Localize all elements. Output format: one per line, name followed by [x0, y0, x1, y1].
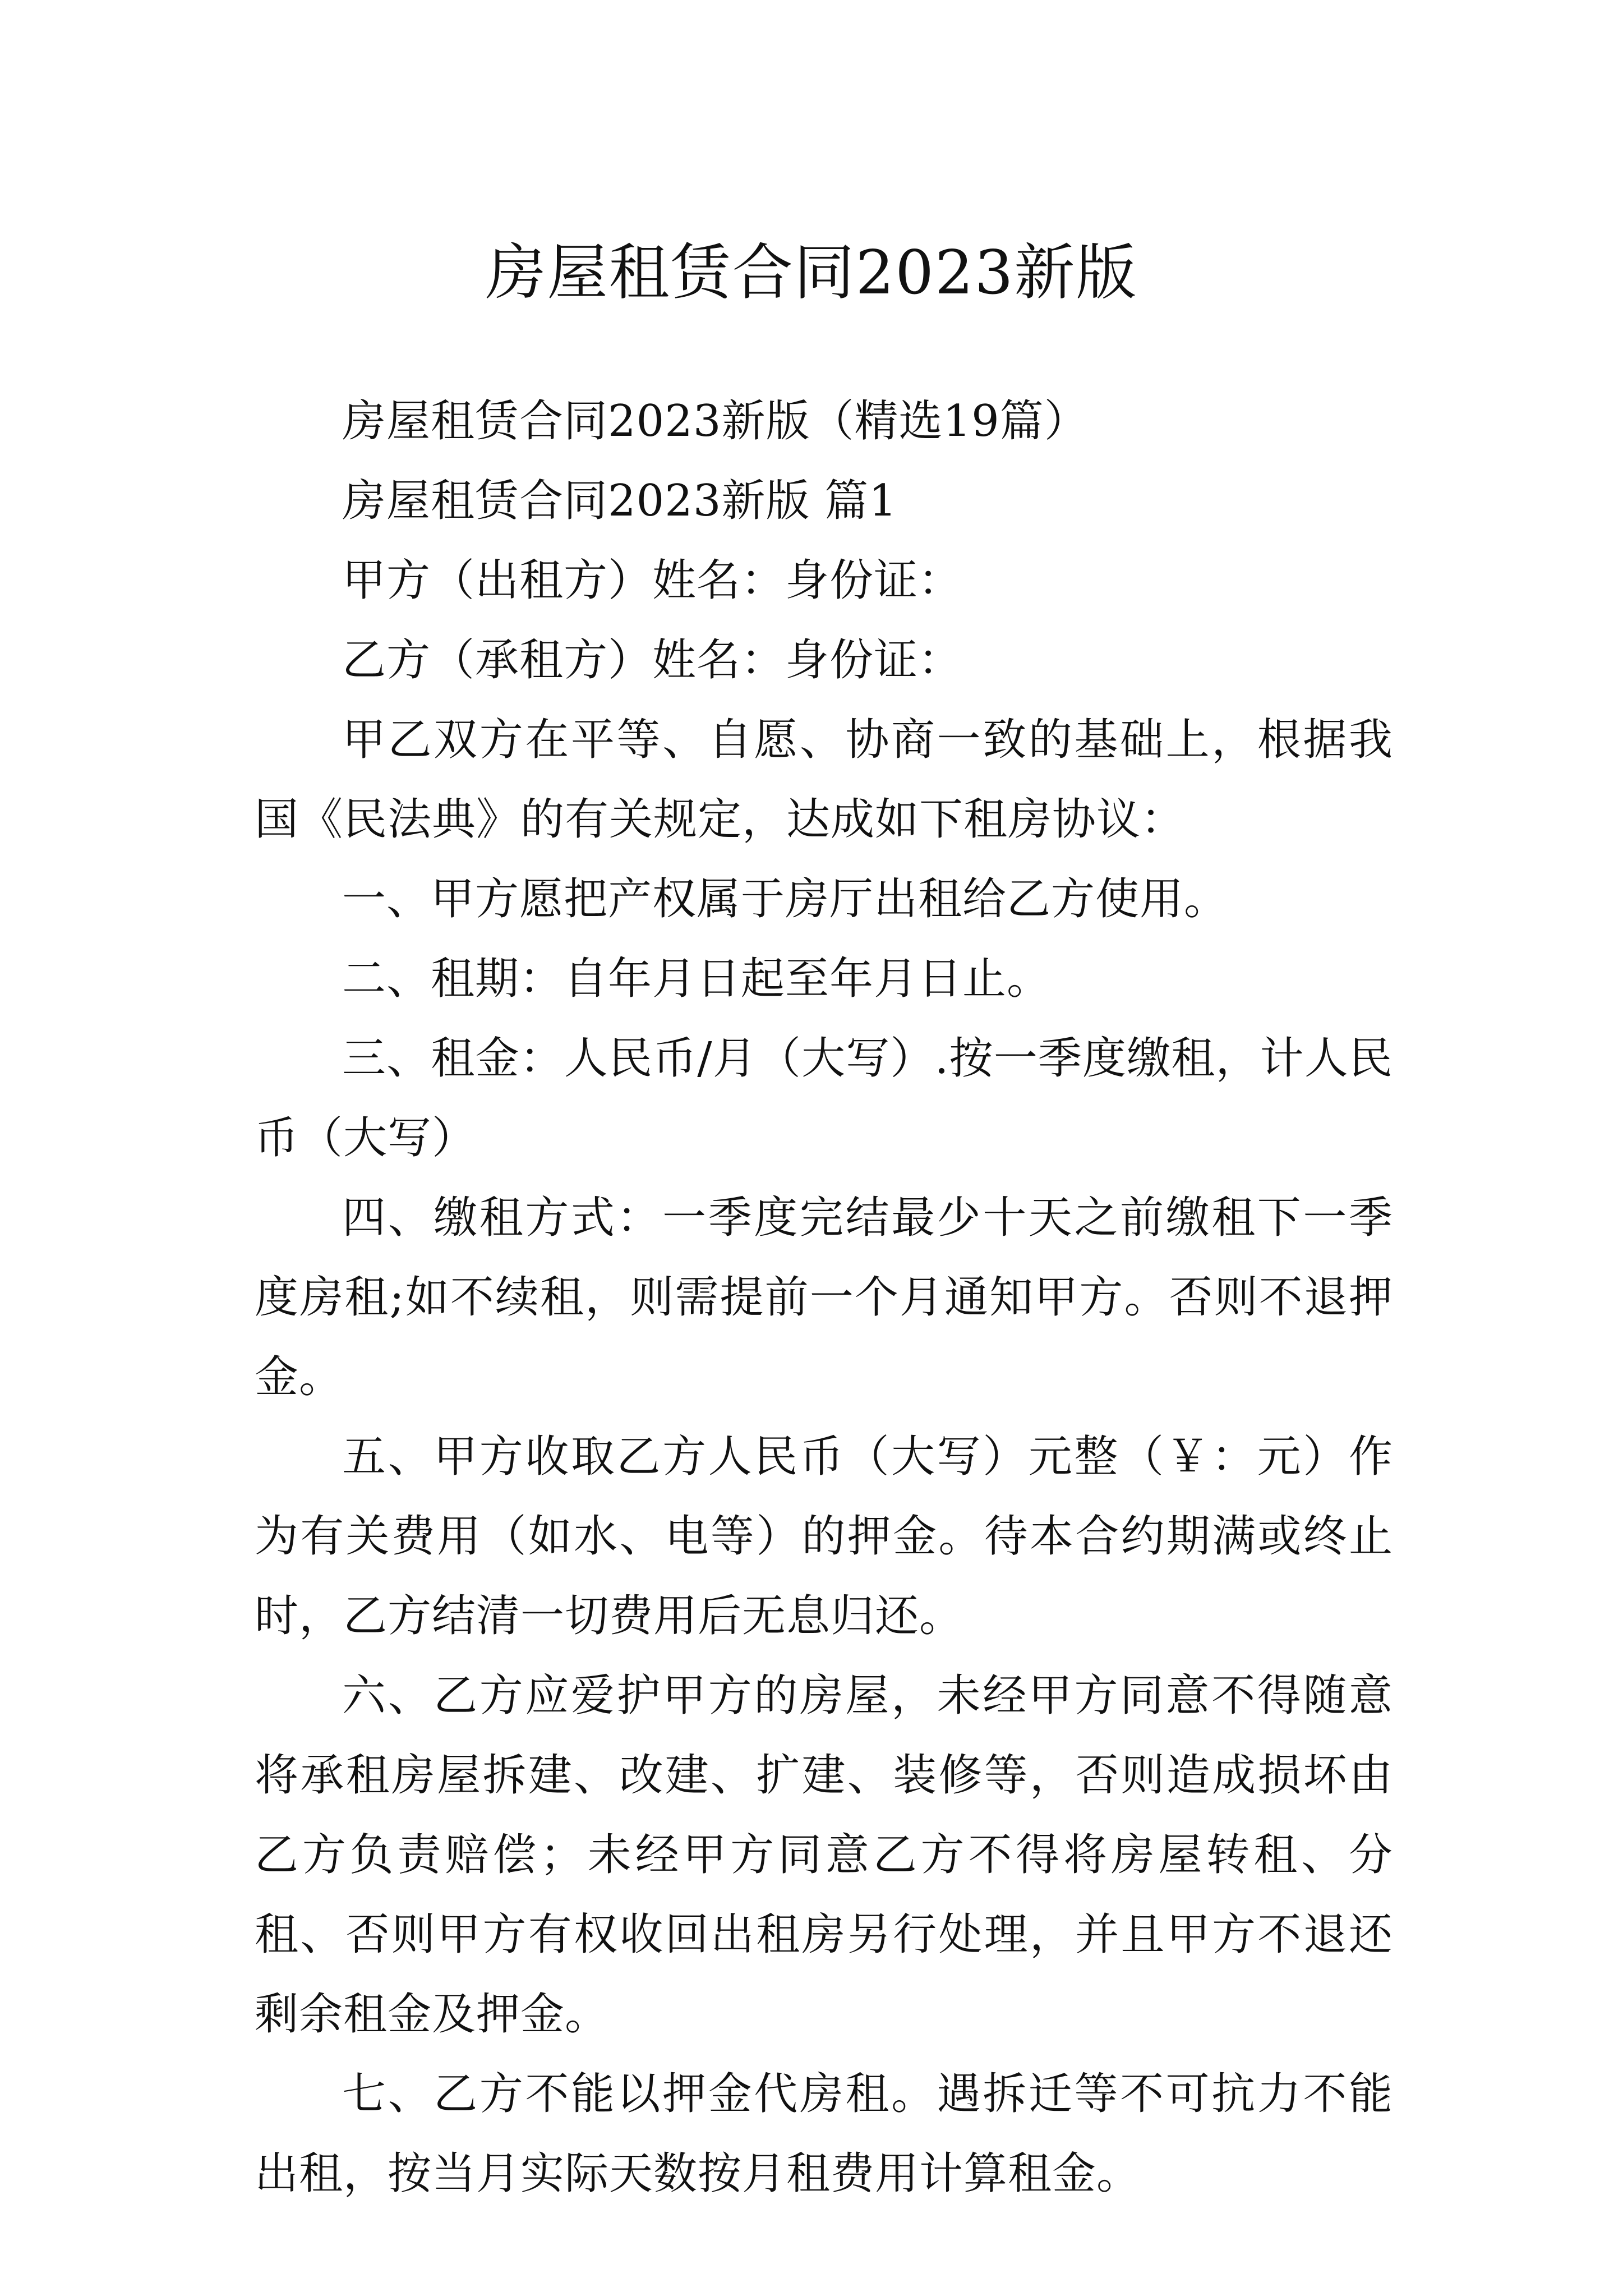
clause-3: 三、租金：人民币/月（大写）.按一季度缴租，计人民币（大写） [255, 1033, 1393, 1163]
clause-5: 五、甲方收取乙方人民币（大写）元整（￥：元）作为有关费用（如水、电等）的押金。待本合约期满或终止时，乙方结清一切费用后无息归还。 [255, 1432, 1393, 1641]
document-title: 房屋租赁合同2023新版 [485, 238, 1138, 309]
document-body [255, 381, 1393, 2214]
subtitle-paragraph: 房屋租赁合同2023新版（精选19篇） [342, 396, 1089, 447]
party-a-line: 甲方（出租方）姓名：身份证： [342, 555, 963, 606]
clause-4: 四、缴租方式：一季度完结最少十天之前缴租下一季度房租;如不续租，则需提前一个月通知甲方。否则不退押金。 [255, 1193, 1393, 1402]
clause-2: 二、租期：自年月日起至年月日止。 [342, 954, 1052, 1004]
party-b-line: 乙方（承租方）姓名：身份证： [342, 635, 963, 685]
clause-6: 六、乙方应爱护甲方的房屋，未经甲方同意不得随意将承租房屋拆建、改建、扩建、装修等，否则造成损坏由乙方负责赔偿；未经甲方同意乙方不得将房屋转租、分租、否则甲方有权收回出租房另行处理，并且甲方不退还剩余租金及押金。 [255, 1671, 1393, 2040]
clause-7: 七、乙方不能以押金代房租。遇拆迁等不可抗力不能出租，按当月实际天数按月租费用计算租金。 [255, 2069, 1393, 2199]
section-heading: 房屋租赁合同2023新版 篇1 [342, 476, 897, 526]
clause-1: 一、甲方愿把产权属于房厅出租给乙方使用。 [342, 874, 1229, 924]
preamble-paragraph: 甲乙双方在平等、自愿、协商一致的基础上，根据我国《民法典》的有关规定，达成如下租房协议： [255, 715, 1393, 845]
